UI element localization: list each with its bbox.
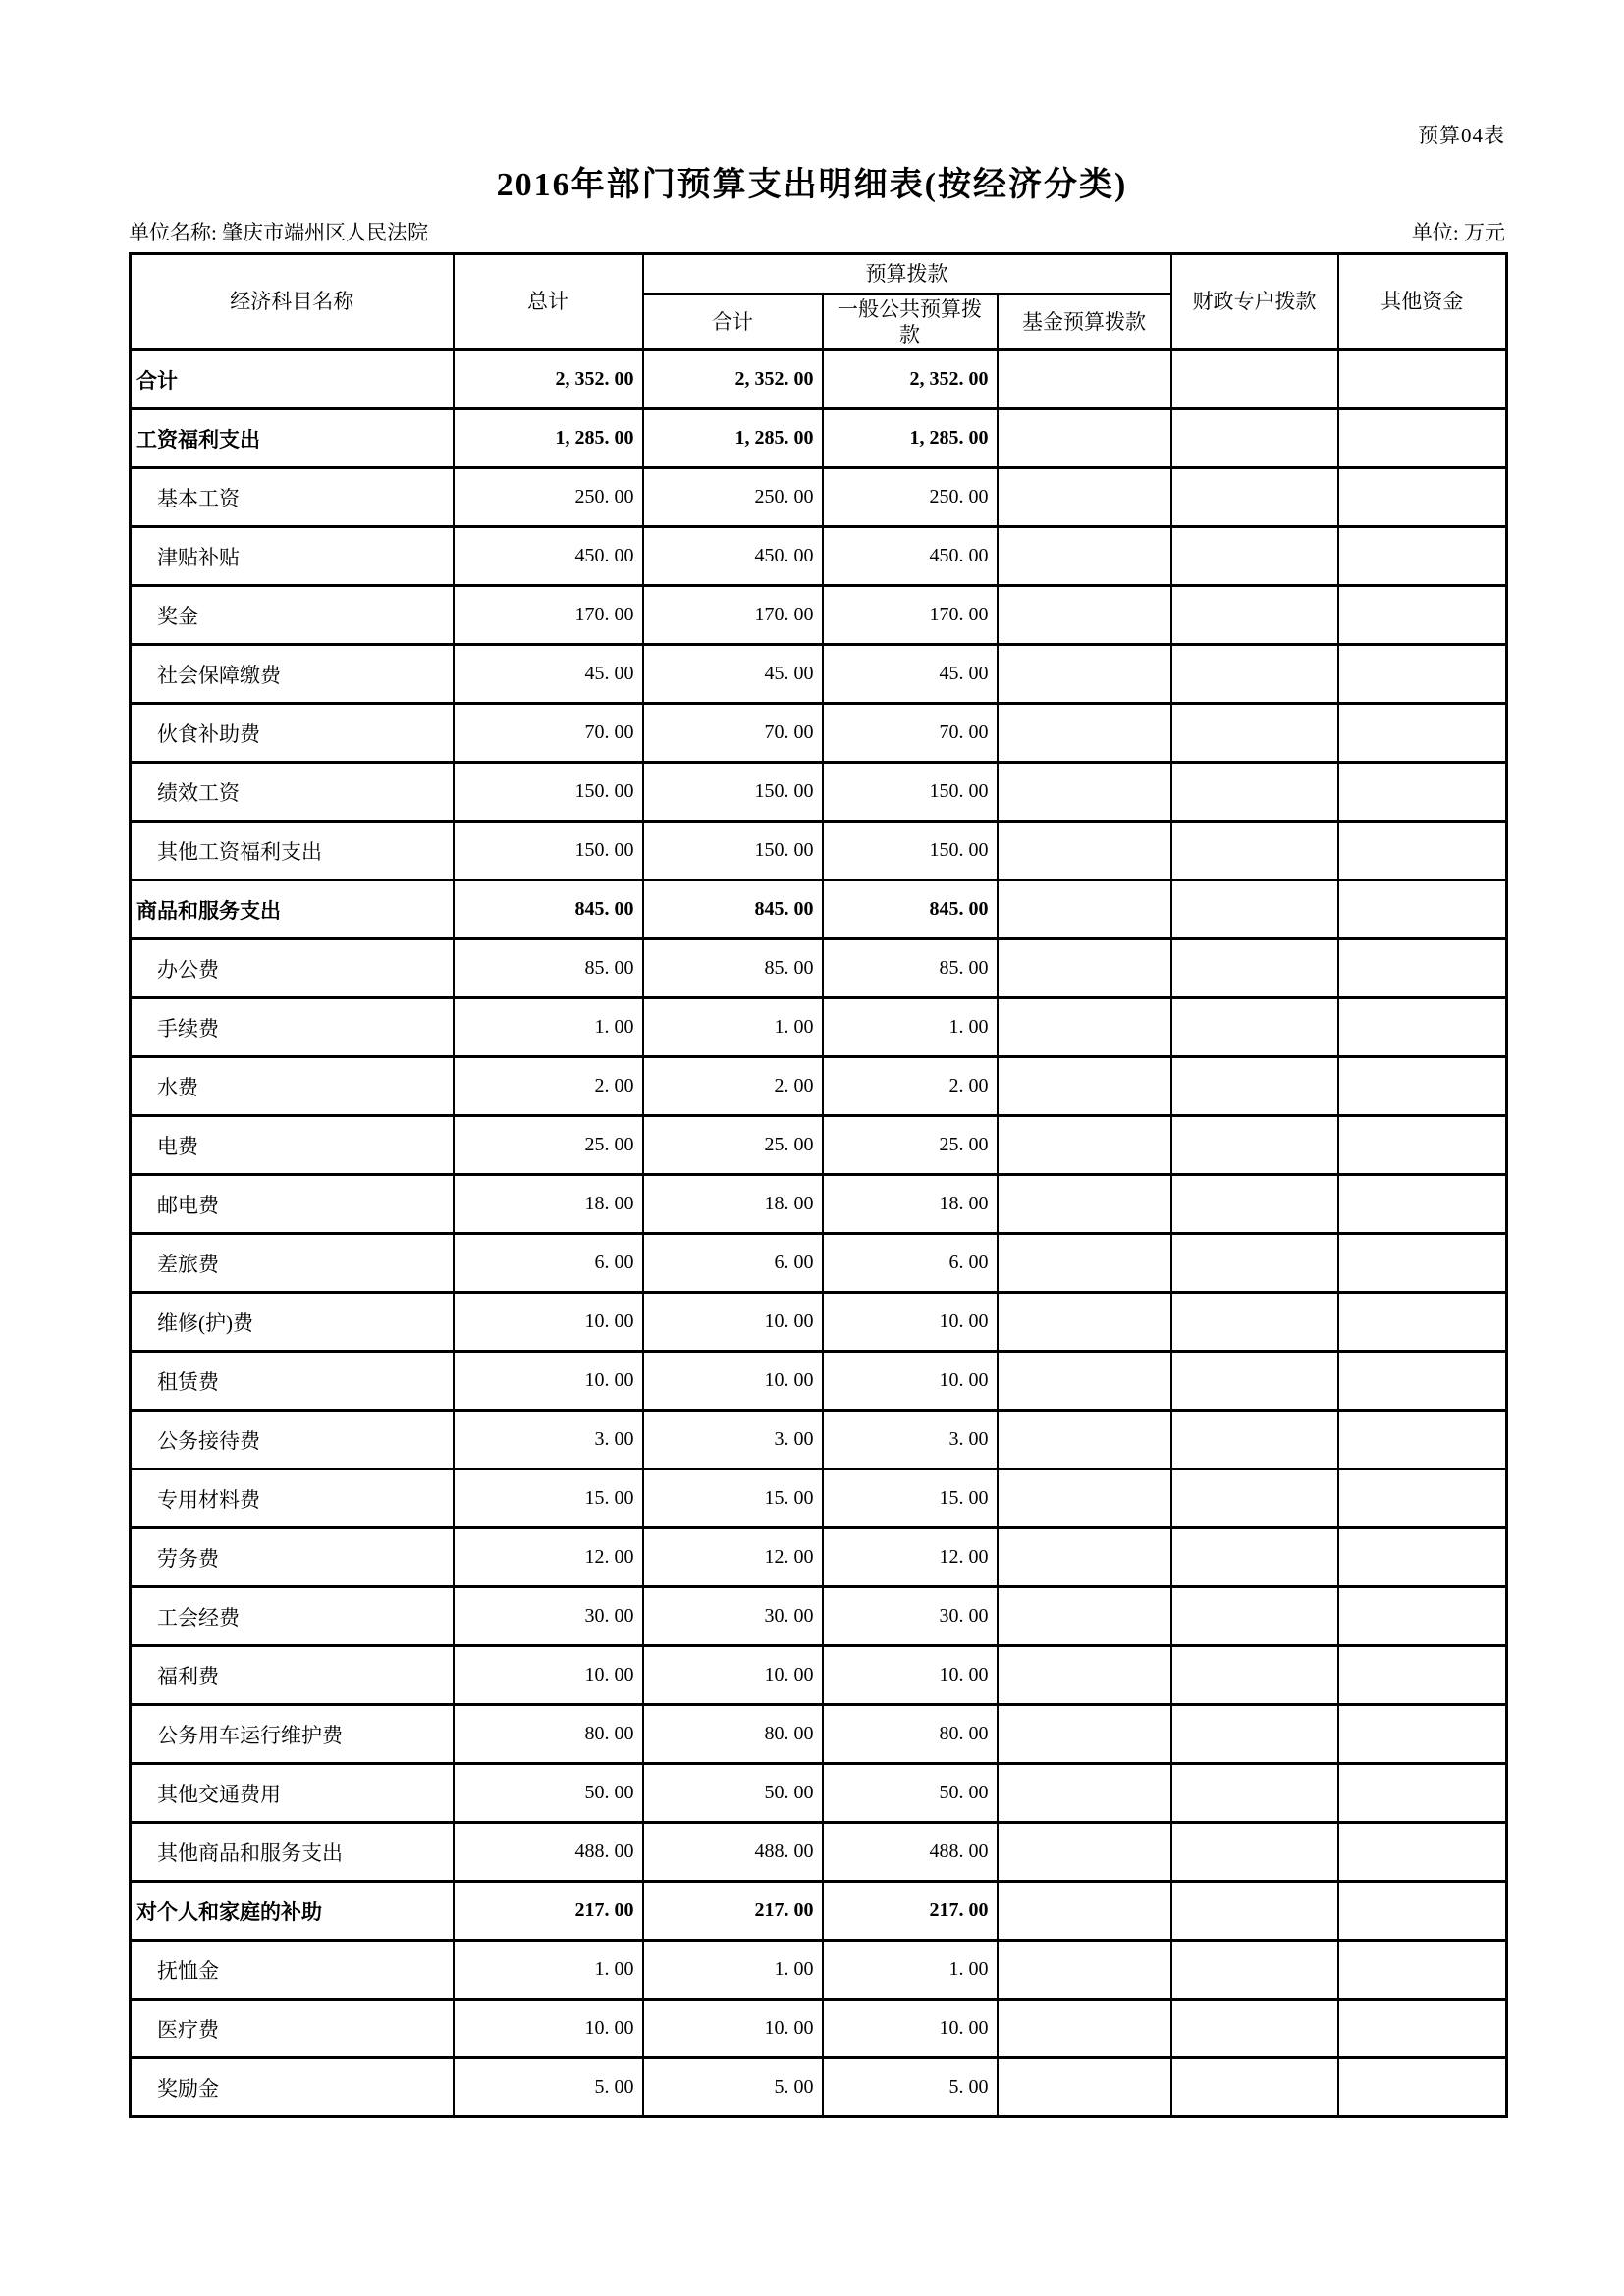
- cell-subtotal: 25. 00: [643, 1116, 823, 1175]
- cell-fiscal-special-account: [1171, 704, 1338, 763]
- cell-general-public-budget: 80. 00: [823, 1705, 998, 1764]
- cell-fund-budget: [998, 1528, 1171, 1587]
- cell-subtotal: 6. 00: [643, 1234, 823, 1293]
- header-subtotal: 合计: [643, 294, 823, 350]
- cell-other-funds: [1338, 1882, 1507, 1941]
- cell-general-public-budget: 845. 00: [823, 881, 998, 939]
- cell-fiscal-special-account: [1171, 2000, 1338, 2058]
- cell-subtotal: 10. 00: [643, 1293, 823, 1352]
- row-label: 对个人和家庭的补助: [131, 1882, 454, 1941]
- cell-grand-total: 10. 00: [454, 2000, 643, 2058]
- row-label: 津贴补贴: [131, 527, 454, 586]
- cell-fund-budget: [998, 822, 1171, 881]
- row-label: 福利费: [131, 1646, 454, 1705]
- cell-other-funds: [1338, 1057, 1507, 1116]
- cell-grand-total: 10. 00: [454, 1352, 643, 1411]
- cell-other-funds: [1338, 1587, 1507, 1646]
- cell-fund-budget: [998, 1587, 1171, 1646]
- cell-subtotal: 15. 00: [643, 1469, 823, 1528]
- cell-subtotal: 2. 00: [643, 1057, 823, 1116]
- cell-grand-total: 250. 00: [454, 468, 643, 527]
- cell-general-public-budget: 10. 00: [823, 1352, 998, 1411]
- row-label: 基本工资: [131, 468, 454, 527]
- table-row: [131, 1764, 1507, 1823]
- row-label: 其他工资福利支出: [131, 822, 454, 881]
- cell-other-funds: [1338, 763, 1507, 822]
- cell-fund-budget: [998, 1352, 1171, 1411]
- cell-other-funds: [1338, 1705, 1507, 1764]
- cell-grand-total: 488. 00: [454, 1823, 643, 1882]
- cell-grand-total: 845. 00: [454, 881, 643, 939]
- cell-general-public-budget: 25. 00: [823, 1116, 998, 1175]
- cell-other-funds: [1338, 1646, 1507, 1705]
- cell-fiscal-special-account: [1171, 1764, 1338, 1823]
- cell-general-public-budget: 10. 00: [823, 1646, 998, 1705]
- cell-subtotal: 217. 00: [643, 1882, 823, 1941]
- table-row: [131, 1646, 1507, 1705]
- cell-subtotal: 50. 00: [643, 1764, 823, 1823]
- cell-subtotal: 30. 00: [643, 1587, 823, 1646]
- table-row: [131, 527, 1507, 586]
- cell-fiscal-special-account: [1171, 881, 1338, 939]
- cell-other-funds: [1338, 1234, 1507, 1293]
- cell-subtotal: 450. 00: [643, 527, 823, 586]
- cell-other-funds: [1338, 1823, 1507, 1882]
- cell-other-funds: [1338, 1116, 1507, 1175]
- cell-other-funds: [1338, 1764, 1507, 1823]
- cell-grand-total: 10. 00: [454, 1293, 643, 1352]
- cell-grand-total: 150. 00: [454, 763, 643, 822]
- table-row: [131, 586, 1507, 645]
- cell-fund-budget: [998, 1646, 1171, 1705]
- table-row: [131, 1057, 1507, 1116]
- cell-subtotal: 18. 00: [643, 1175, 823, 1234]
- cell-other-funds: [1338, 2000, 1507, 2058]
- cell-fiscal-special-account: [1171, 1116, 1338, 1175]
- cell-fiscal-special-account: [1171, 2058, 1338, 2117]
- cell-grand-total: 5. 00: [454, 2058, 643, 2117]
- cell-other-funds: [1338, 881, 1507, 939]
- table-row: [131, 1705, 1507, 1764]
- cell-fund-budget: [998, 1469, 1171, 1528]
- cell-fiscal-special-account: [1171, 1823, 1338, 1882]
- table-row: [131, 1175, 1507, 1234]
- cell-fiscal-special-account: [1171, 1057, 1338, 1116]
- cell-fund-budget: [998, 645, 1171, 704]
- table-row: [131, 1116, 1507, 1175]
- cell-other-funds: [1338, 939, 1507, 998]
- cell-grand-total: 450. 00: [454, 527, 643, 586]
- cell-general-public-budget: 10. 00: [823, 2000, 998, 2058]
- budget-table: [129, 252, 1508, 2118]
- table-row: [131, 1352, 1507, 1411]
- table-row: [131, 1882, 1507, 1941]
- table-row: [131, 1941, 1507, 2000]
- cell-fiscal-special-account: [1171, 1587, 1338, 1646]
- cell-general-public-budget: 1, 285. 00: [823, 409, 998, 468]
- cell-other-funds: [1338, 1175, 1507, 1234]
- cell-other-funds: [1338, 1528, 1507, 1587]
- row-label: 其他交通费用: [131, 1764, 454, 1823]
- cell-grand-total: 217. 00: [454, 1882, 643, 1941]
- header-grand-total: 总计: [454, 254, 643, 350]
- row-label: 差旅费: [131, 1234, 454, 1293]
- cell-fund-budget: [998, 881, 1171, 939]
- cell-general-public-budget: 50. 00: [823, 1764, 998, 1823]
- table-body: [131, 350, 1507, 2117]
- cell-subtotal: 170. 00: [643, 586, 823, 645]
- cell-fiscal-special-account: [1171, 1175, 1338, 1234]
- cell-other-funds: [1338, 2058, 1507, 2117]
- cell-fiscal-special-account: [1171, 1705, 1338, 1764]
- header-other-funds: 其他资金: [1338, 254, 1507, 350]
- cell-fund-budget: [998, 704, 1171, 763]
- cell-fiscal-special-account: [1171, 1234, 1338, 1293]
- cell-grand-total: 10. 00: [454, 1646, 643, 1705]
- table-row: [131, 1293, 1507, 1352]
- cell-fiscal-special-account: [1171, 763, 1338, 822]
- row-label: 抚恤金: [131, 1941, 454, 2000]
- cell-fund-budget: [998, 939, 1171, 998]
- cell-subtotal: 3. 00: [643, 1411, 823, 1469]
- cell-fund-budget: [998, 1293, 1171, 1352]
- cell-grand-total: 50. 00: [454, 1764, 643, 1823]
- cell-subtotal: 10. 00: [643, 1352, 823, 1411]
- cell-fiscal-special-account: [1171, 1882, 1338, 1941]
- cell-grand-total: 1. 00: [454, 998, 643, 1057]
- cell-grand-total: 70. 00: [454, 704, 643, 763]
- cell-subtotal: 845. 00: [643, 881, 823, 939]
- cell-fiscal-special-account: [1171, 1646, 1338, 1705]
- table-header: [131, 254, 1507, 350]
- cell-grand-total: 25. 00: [454, 1116, 643, 1175]
- cell-fund-budget: [998, 1705, 1171, 1764]
- table-row: [131, 1234, 1507, 1293]
- cell-fiscal-special-account: [1171, 409, 1338, 468]
- row-label: 社会保障缴费: [131, 645, 454, 704]
- cell-fiscal-special-account: [1171, 998, 1338, 1057]
- cell-grand-total: 30. 00: [454, 1587, 643, 1646]
- row-label: 租赁费: [131, 1352, 454, 1411]
- cell-fund-budget: [998, 2058, 1171, 2117]
- cell-subtotal: 80. 00: [643, 1705, 823, 1764]
- cell-fund-budget: [998, 527, 1171, 586]
- cell-general-public-budget: 250. 00: [823, 468, 998, 527]
- cell-fund-budget: [998, 1411, 1171, 1469]
- row-label: 手续费: [131, 998, 454, 1057]
- cell-grand-total: 6. 00: [454, 1234, 643, 1293]
- cell-grand-total: 15. 00: [454, 1469, 643, 1528]
- unit-name: 单位名称: 肇庆市端州区人民法院: [129, 221, 429, 244]
- table-row: [131, 881, 1507, 939]
- cell-fund-budget: [998, 1882, 1171, 1941]
- table-row: [131, 350, 1507, 409]
- cell-fund-budget: [998, 468, 1171, 527]
- cell-fund-budget: [998, 1175, 1171, 1234]
- header-fiscal-special-account: 财政专户拨款: [1171, 254, 1338, 350]
- table-row: [131, 2000, 1507, 2058]
- table-row: [131, 939, 1507, 998]
- cell-fiscal-special-account: [1171, 939, 1338, 998]
- table-row: [131, 1823, 1507, 1882]
- cell-other-funds: [1338, 1941, 1507, 2000]
- cell-general-public-budget: 1. 00: [823, 998, 998, 1057]
- cell-other-funds: [1338, 1469, 1507, 1528]
- cell-fund-budget: [998, 763, 1171, 822]
- cell-subtotal: 70. 00: [643, 704, 823, 763]
- row-label: 维修(护)费: [131, 1293, 454, 1352]
- table-row: [131, 2058, 1507, 2117]
- cell-subtotal: 10. 00: [643, 2000, 823, 2058]
- cell-other-funds: [1338, 1293, 1507, 1352]
- table-row: [131, 1528, 1507, 1587]
- row-label: 专用材料费: [131, 1469, 454, 1528]
- cell-subtotal: 250. 00: [643, 468, 823, 527]
- cell-general-public-budget: 10. 00: [823, 1293, 998, 1352]
- table-row: [131, 998, 1507, 1057]
- header-budget-appropriation-group: 预算拨款: [643, 254, 1171, 294]
- cell-subtotal: 150. 00: [643, 822, 823, 881]
- cell-fund-budget: [998, 1764, 1171, 1823]
- cell-fund-budget: [998, 586, 1171, 645]
- row-label: 邮电费: [131, 1175, 454, 1234]
- form-code: 预算04表: [1418, 124, 1505, 147]
- cell-subtotal: 1, 285. 00: [643, 409, 823, 468]
- cell-fiscal-special-account: [1171, 645, 1338, 704]
- cell-other-funds: [1338, 822, 1507, 881]
- cell-fund-budget: [998, 998, 1171, 1057]
- cell-fiscal-special-account: [1171, 350, 1338, 409]
- cell-grand-total: 3. 00: [454, 1411, 643, 1469]
- cell-general-public-budget: 488. 00: [823, 1823, 998, 1882]
- row-label: 水费: [131, 1057, 454, 1116]
- row-label: 公务接待费: [131, 1411, 454, 1469]
- cell-general-public-budget: 85. 00: [823, 939, 998, 998]
- cell-subtotal: 1. 00: [643, 1941, 823, 2000]
- cell-subtotal: 45. 00: [643, 645, 823, 704]
- cell-subtotal: 10. 00: [643, 1646, 823, 1705]
- cell-other-funds: [1338, 645, 1507, 704]
- cell-other-funds: [1338, 704, 1507, 763]
- cell-fund-budget: [998, 1941, 1171, 2000]
- cell-general-public-budget: 6. 00: [823, 1234, 998, 1293]
- cell-grand-total: 2, 352. 00: [454, 350, 643, 409]
- cell-subtotal: 85. 00: [643, 939, 823, 998]
- cell-grand-total: 45. 00: [454, 645, 643, 704]
- cell-general-public-budget: 3. 00: [823, 1411, 998, 1469]
- cell-other-funds: [1338, 409, 1507, 468]
- cell-fund-budget: [998, 2000, 1171, 2058]
- cell-fund-budget: [998, 1057, 1171, 1116]
- cell-grand-total: 80. 00: [454, 1705, 643, 1764]
- unit-line: [129, 217, 1505, 246]
- cell-fiscal-special-account: [1171, 1293, 1338, 1352]
- cell-other-funds: [1338, 350, 1507, 409]
- cell-other-funds: [1338, 998, 1507, 1057]
- row-label: 奖励金: [131, 2058, 454, 2117]
- cell-general-public-budget: 450. 00: [823, 527, 998, 586]
- row-label: 其他商品和服务支出: [131, 1823, 454, 1882]
- cell-fiscal-special-account: [1171, 1411, 1338, 1469]
- cell-other-funds: [1338, 1352, 1507, 1411]
- row-label: 工会经费: [131, 1587, 454, 1646]
- cell-fund-budget: [998, 1823, 1171, 1882]
- cell-grand-total: 170. 00: [454, 586, 643, 645]
- cell-general-public-budget: 12. 00: [823, 1528, 998, 1587]
- header-fund-budget: 基金预算拨款: [998, 294, 1171, 350]
- cell-general-public-budget: 150. 00: [823, 763, 998, 822]
- cell-general-public-budget: 2, 352. 00: [823, 350, 998, 409]
- row-label: 办公费: [131, 939, 454, 998]
- cell-fiscal-special-account: [1171, 822, 1338, 881]
- cell-general-public-budget: 18. 00: [823, 1175, 998, 1234]
- table-row: [131, 822, 1507, 881]
- cell-fund-budget: [998, 409, 1171, 468]
- cell-general-public-budget: 5. 00: [823, 2058, 998, 2117]
- cell-general-public-budget: 170. 00: [823, 586, 998, 645]
- row-label: 伙食补助费: [131, 704, 454, 763]
- cell-subtotal: 1. 00: [643, 998, 823, 1057]
- cell-general-public-budget: 150. 00: [823, 822, 998, 881]
- cell-subtotal: 12. 00: [643, 1528, 823, 1587]
- cell-general-public-budget: 217. 00: [823, 1882, 998, 1941]
- cell-fiscal-special-account: [1171, 1352, 1338, 1411]
- table-row: [131, 763, 1507, 822]
- table-row: [131, 1411, 1507, 1469]
- cell-fiscal-special-account: [1171, 1528, 1338, 1587]
- table-row: [131, 645, 1507, 704]
- row-label: 医疗费: [131, 2000, 454, 2058]
- cell-fiscal-special-account: [1171, 527, 1338, 586]
- cell-grand-total: 1. 00: [454, 1941, 643, 2000]
- cell-general-public-budget: 70. 00: [823, 704, 998, 763]
- cell-fund-budget: [998, 350, 1171, 409]
- cell-fiscal-special-account: [1171, 1941, 1338, 2000]
- cell-general-public-budget: 30. 00: [823, 1587, 998, 1646]
- row-label: 电费: [131, 1116, 454, 1175]
- row-label: 商品和服务支出: [131, 881, 454, 939]
- cell-general-public-budget: 15. 00: [823, 1469, 998, 1528]
- row-label: 公务用车运行维护费: [131, 1705, 454, 1764]
- cell-general-public-budget: 45. 00: [823, 645, 998, 704]
- row-label: 绩效工资: [131, 763, 454, 822]
- row-label: 工资福利支出: [131, 409, 454, 468]
- table-row: [131, 1469, 1507, 1528]
- row-label: 合计: [131, 350, 454, 409]
- cell-general-public-budget: 1. 00: [823, 1941, 998, 2000]
- cell-fiscal-special-account: [1171, 468, 1338, 527]
- cell-fiscal-special-account: [1171, 586, 1338, 645]
- cell-fund-budget: [998, 1234, 1171, 1293]
- cell-other-funds: [1338, 527, 1507, 586]
- cell-fund-budget: [998, 1116, 1171, 1175]
- page-title: 2016年部门预算支出明细表(按经济分类): [496, 167, 1128, 203]
- cell-general-public-budget: 2. 00: [823, 1057, 998, 1116]
- cell-grand-total: 150. 00: [454, 822, 643, 881]
- cell-other-funds: [1338, 586, 1507, 645]
- cell-subtotal: 2, 352. 00: [643, 350, 823, 409]
- cell-grand-total: 1, 285. 00: [454, 409, 643, 468]
- table-row: [131, 468, 1507, 527]
- table-row: [131, 704, 1507, 763]
- cell-grand-total: 18. 00: [454, 1175, 643, 1234]
- cell-other-funds: [1338, 468, 1507, 527]
- cell-grand-total: 85. 00: [454, 939, 643, 998]
- cell-fiscal-special-account: [1171, 1469, 1338, 1528]
- cell-grand-total: 2. 00: [454, 1057, 643, 1116]
- cell-subtotal: 150. 00: [643, 763, 823, 822]
- cell-grand-total: 12. 00: [454, 1528, 643, 1587]
- header-economic-subject: 经济科目名称: [131, 254, 454, 350]
- cell-subtotal: 5. 00: [643, 2058, 823, 2117]
- cell-subtotal: 488. 00: [643, 1823, 823, 1882]
- row-label: 劳务费: [131, 1528, 454, 1587]
- unit-of-measure: 单位: 万元: [1411, 221, 1505, 244]
- cell-other-funds: [1338, 1411, 1507, 1469]
- row-label: 奖金: [131, 586, 454, 645]
- table-row: [131, 1587, 1507, 1646]
- header-general-public-budget: 一般公共预算拨款: [823, 294, 998, 350]
- table-row: [131, 409, 1507, 468]
